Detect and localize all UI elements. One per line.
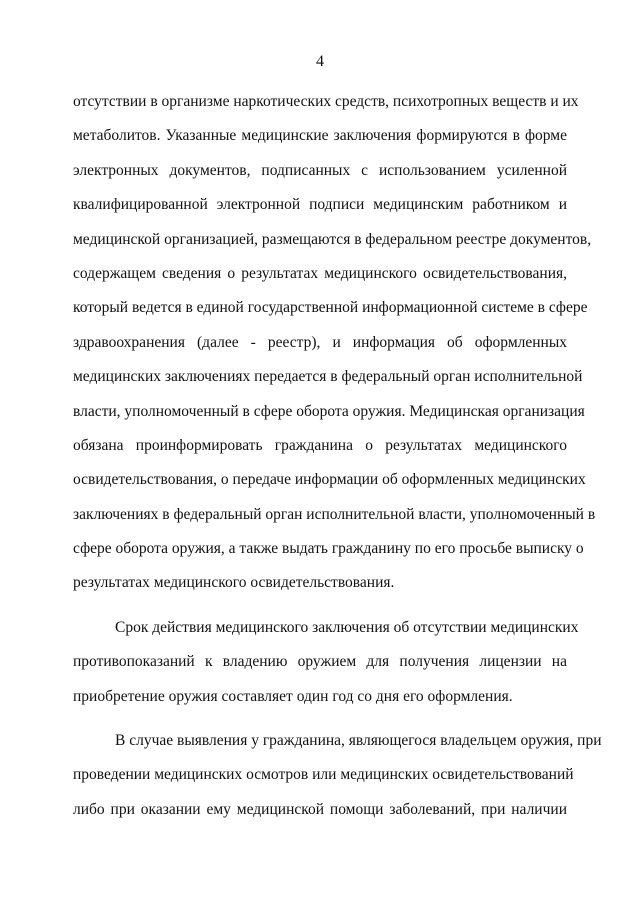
- text-line: здравоохранения (далее - реестр), и информация об оформленных: [73, 333, 567, 351]
- text-line: противопоказаний к владению оружием для получения лицензии на: [73, 653, 567, 671]
- paragraph-gap: [73, 606, 567, 616]
- text-line: содержащем сведения о результатах медицинского освидетельствования,: [73, 264, 567, 282]
- text-line: медицинских заключениях передается в федеральный орган исполнительной: [73, 368, 583, 386]
- page-number: 4: [316, 53, 324, 70]
- paragraph-gap: [73, 719, 567, 729]
- text-line: проведении медицинских осмотров или медицинских освидетельствований: [73, 766, 574, 784]
- text-line: приобретение оружия составляет один год со дня его оформления.: [73, 687, 513, 705]
- text-line: В случае выявления у гражданина, являющегося владельцем оружия, при: [115, 732, 602, 750]
- paragraph: [73, 616, 579, 719]
- text-line: электронных документов, подписанных с использованием усиленной: [73, 161, 567, 179]
- text-line: который ведется в единой государственной информационной системе в сфере: [73, 299, 588, 317]
- document-body: [73, 90, 602, 832]
- text-line: обязана проинформировать гражданина о результатах медицинского: [73, 436, 567, 454]
- paragraph: [73, 729, 602, 832]
- text-line: заключениях в федеральный орган исполнительной власти, уполномоченный в: [73, 505, 596, 523]
- text-line: медицинской организацией, размещаются в федеральном реестре документов,: [73, 230, 592, 248]
- paragraph: [73, 90, 596, 606]
- text-line: либо при оказании ему медицинской помощи заболеваний, при наличии: [73, 800, 567, 818]
- text-line: отсутствии в организме наркотических средств, психотропных веществ и их: [73, 93, 579, 110]
- text-line: результатах медицинского освидетельствования.: [73, 574, 395, 592]
- text-line: метаболитов. Указанные медицинские заключения формируются в форме: [73, 127, 567, 145]
- text-line: освидетельствования, о передаче информации об оформленных медицинских: [73, 471, 586, 489]
- text-line: квалифицированной электронной подписи медицинским работником и: [73, 196, 567, 214]
- text-line: сфере оборота оружия, а также выдать гражданину по его просьбе выписку о: [73, 540, 584, 558]
- text-line: Срок действия медицинского заключения об отсутствии медицинских: [115, 618, 579, 636]
- text-line: власти, уполномоченный в сфере оборота оружия. Медицинская организация: [73, 402, 585, 420]
